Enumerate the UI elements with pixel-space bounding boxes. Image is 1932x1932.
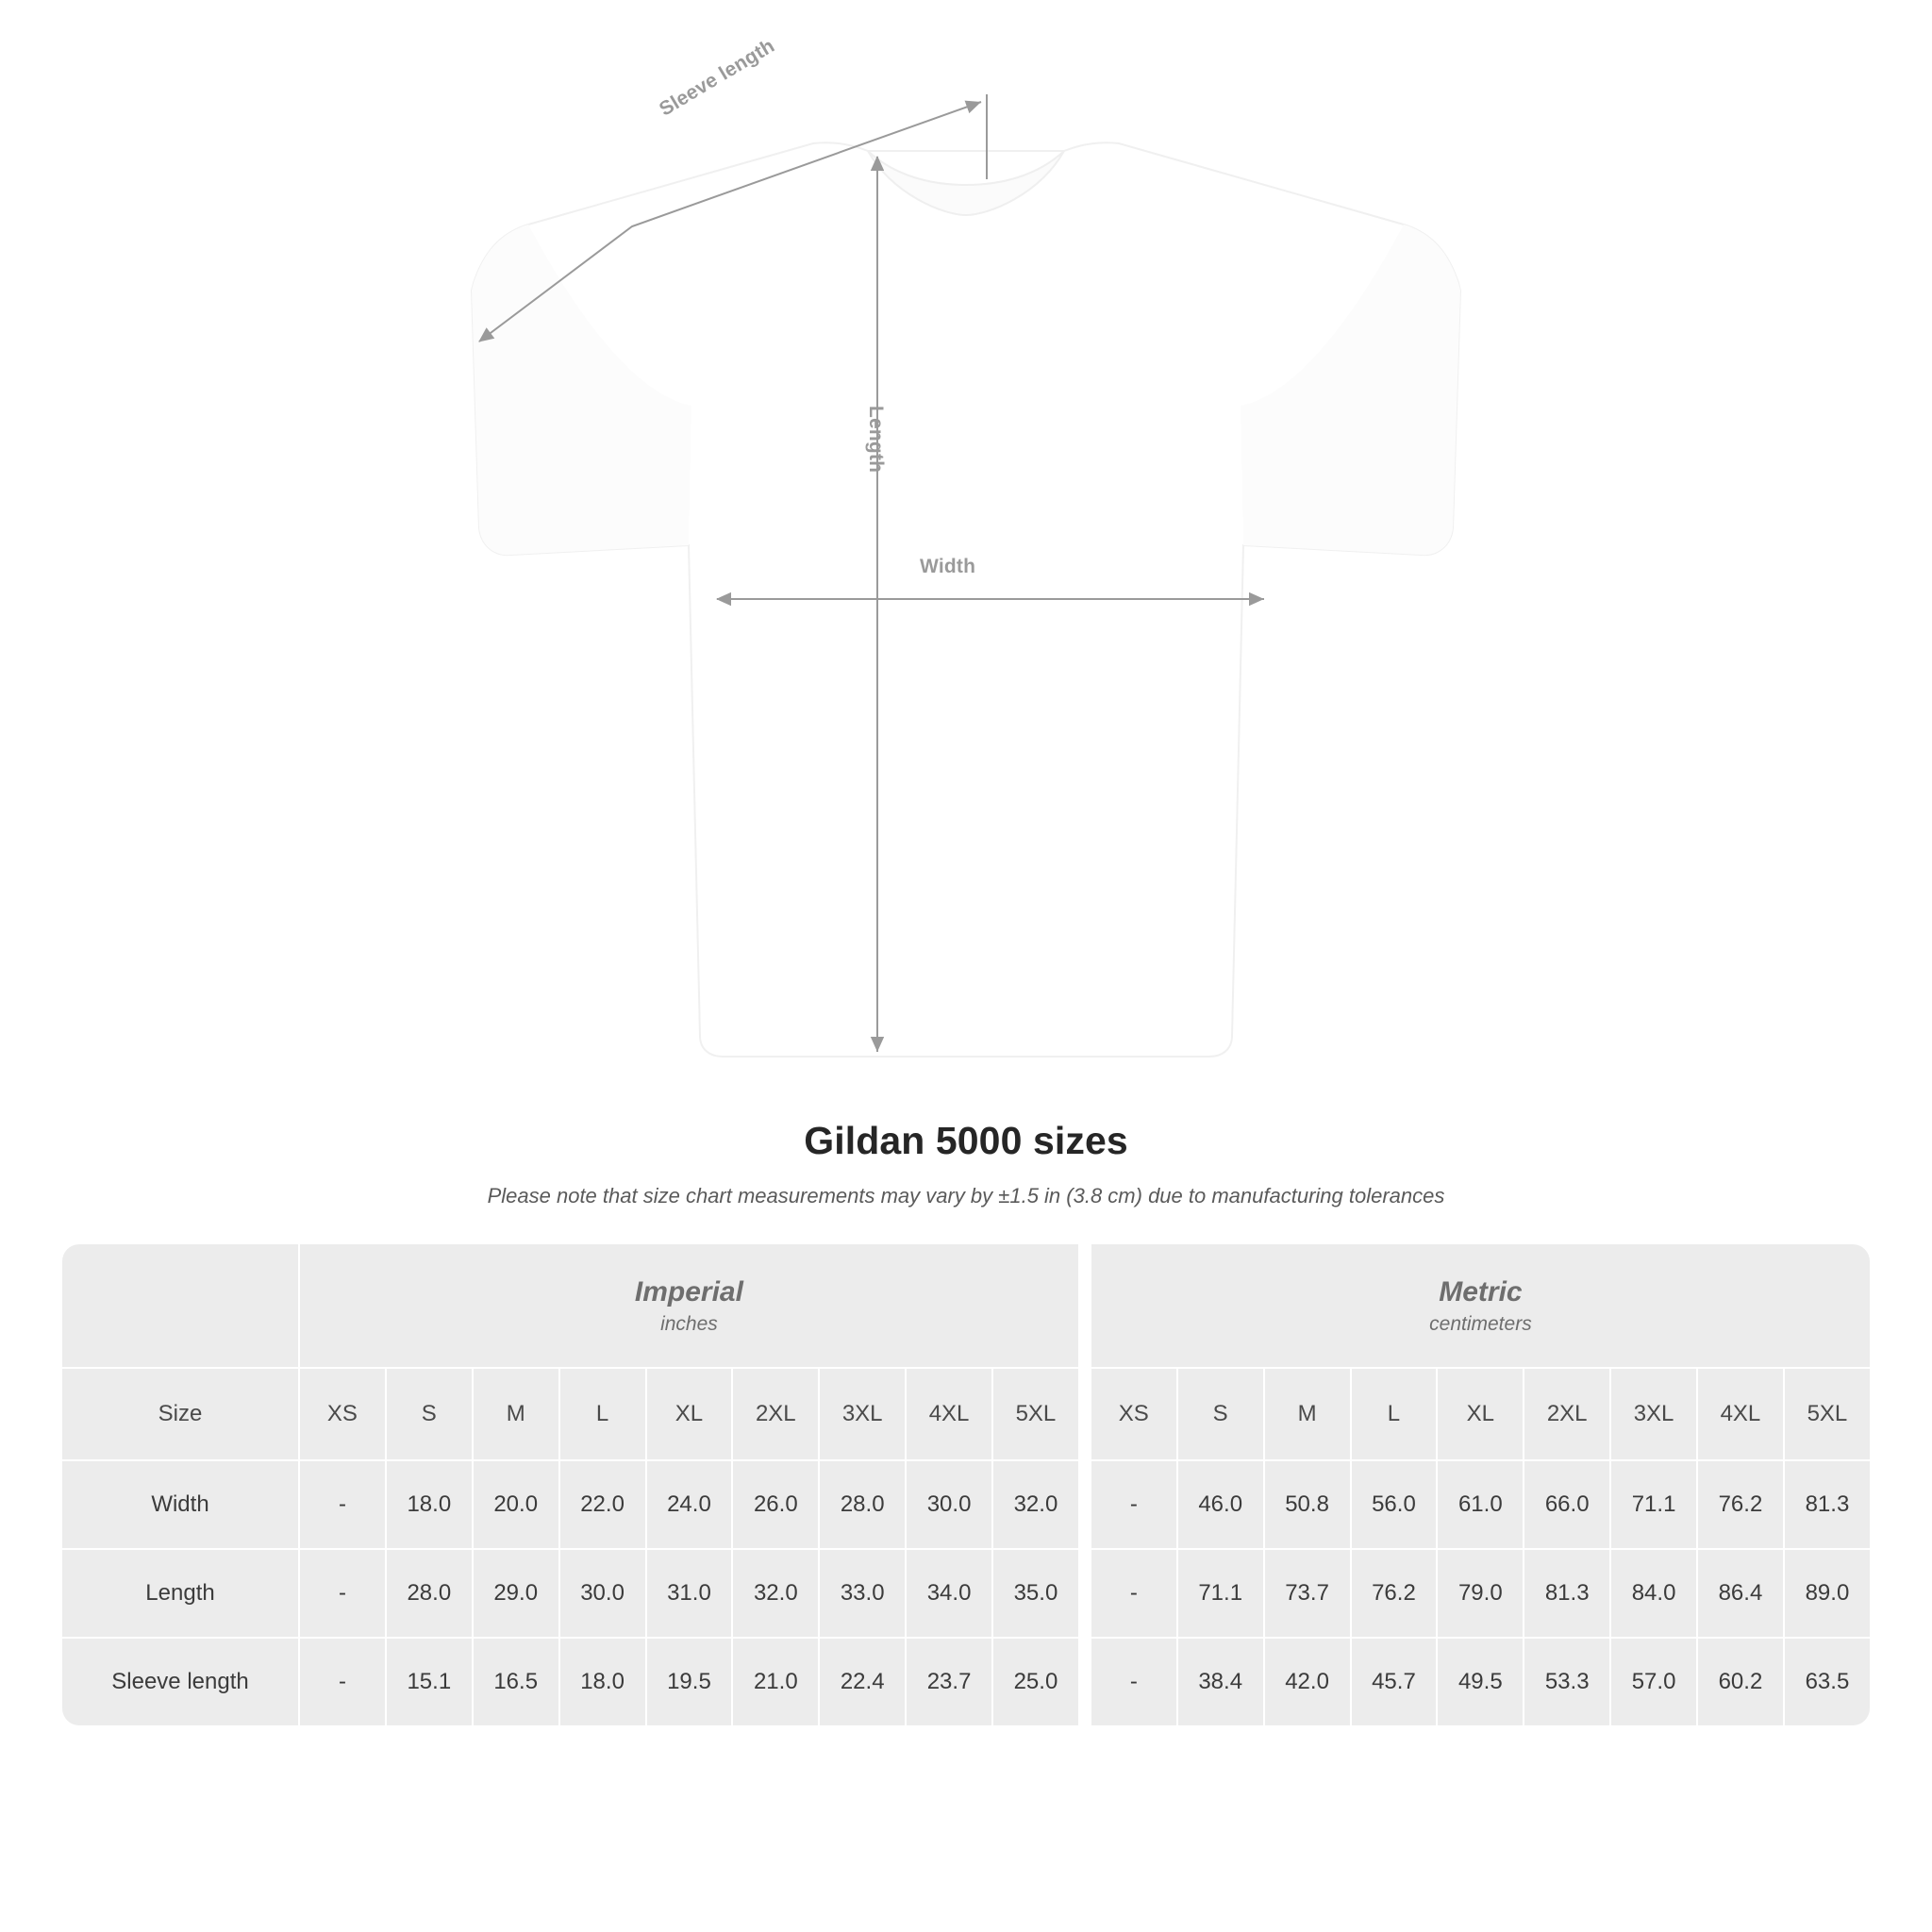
column-spacer: [1080, 1369, 1090, 1459]
cell-value: -: [1091, 1461, 1176, 1548]
row-label-sleeve-length: Sleeve length: [62, 1639, 298, 1725]
cell-value: 56.0: [1352, 1461, 1437, 1548]
cell-value: 76.2: [1352, 1550, 1437, 1637]
size-col-header: L: [1352, 1369, 1437, 1459]
chart-note: Please note that size chart measurements may vary by ±1.5 in (3.8 cm) due to manufacturing tolerances: [487, 1184, 1445, 1208]
size-col-header: XL: [1438, 1369, 1523, 1459]
unit-header-corner: [62, 1244, 298, 1367]
width-label: Width: [920, 556, 976, 577]
cell-value: 29.0: [474, 1550, 558, 1637]
size-table: [60, 1242, 1872, 1727]
sleeve-length-label: Sleeve length: [656, 34, 779, 121]
cell-value: 89.0: [1785, 1550, 1870, 1637]
cell-value: 24.0: [647, 1461, 732, 1548]
title-block: [0, 1119, 1932, 1208]
cell-value: 79.0: [1438, 1550, 1523, 1637]
cell-value: 30.0: [907, 1461, 991, 1548]
cell-value: 71.1: [1178, 1550, 1263, 1637]
size-col-header: 5XL: [1785, 1369, 1870, 1459]
column-spacer: [1080, 1550, 1090, 1637]
cell-value: 22.0: [560, 1461, 645, 1548]
cell-value: 38.4: [1178, 1639, 1263, 1725]
size-col-header: 4XL: [907, 1369, 991, 1459]
size-col-header: 2XL: [733, 1369, 818, 1459]
cell-value: 34.0: [907, 1550, 991, 1637]
cell-value: 61.0: [1438, 1461, 1523, 1548]
cell-value: 71.1: [1611, 1461, 1696, 1548]
cell-value: 50.8: [1265, 1461, 1350, 1548]
table-row: [62, 1639, 1870, 1725]
unit-header-row: [62, 1244, 1870, 1367]
row-label-width: Width: [62, 1461, 298, 1548]
size-col-header: 4XL: [1698, 1369, 1783, 1459]
metric-system-label: Metric: [1439, 1275, 1523, 1307]
cell-value: 18.0: [560, 1639, 645, 1725]
cell-value: 84.0: [1611, 1550, 1696, 1637]
chart-title: Gildan 5000 sizes: [804, 1119, 1128, 1162]
size-col-header: XS: [300, 1369, 385, 1459]
cell-value: 21.0: [733, 1639, 818, 1725]
cell-value: 20.0: [474, 1461, 558, 1548]
cell-value: 32.0: [733, 1550, 818, 1637]
cell-value: 18.0: [387, 1461, 472, 1548]
cell-value: 73.7: [1265, 1550, 1350, 1637]
cell-value: 31.0: [647, 1550, 732, 1637]
cell-value: 53.3: [1524, 1639, 1609, 1725]
cell-value: 66.0: [1524, 1461, 1609, 1548]
cell-value: 28.0: [820, 1461, 905, 1548]
table-row: [62, 1550, 1870, 1637]
size-row-label: Size: [62, 1369, 298, 1459]
cell-value: 22.4: [820, 1639, 905, 1725]
size-col-header: XL: [647, 1369, 732, 1459]
size-col-header: XS: [1091, 1369, 1176, 1459]
size-col-header: 3XL: [820, 1369, 905, 1459]
imperial-header: [300, 1244, 1078, 1367]
cell-value: 63.5: [1785, 1639, 1870, 1725]
cell-value: 15.1: [387, 1639, 472, 1725]
cell-value: 25.0: [993, 1639, 1078, 1725]
size-col-header: S: [387, 1369, 472, 1459]
size-table-wrapper: [60, 1242, 1872, 1727]
cell-value: -: [1091, 1639, 1176, 1725]
cell-value: 46.0: [1178, 1461, 1263, 1548]
cell-value: 49.5: [1438, 1639, 1523, 1725]
cell-value: 23.7: [907, 1639, 991, 1725]
cell-value: 28.0: [387, 1550, 472, 1637]
cell-value: -: [300, 1639, 385, 1725]
imperial-unit-label: inches: [660, 1312, 718, 1335]
length-label: Length: [865, 406, 887, 474]
cell-value: 57.0: [1611, 1639, 1696, 1725]
cell-value: -: [300, 1461, 385, 1548]
size-col-header: M: [1265, 1369, 1350, 1459]
size-col-header: 5XL: [993, 1369, 1078, 1459]
row-label-length: Length: [62, 1550, 298, 1637]
cell-value: 81.3: [1785, 1461, 1870, 1548]
cell-value: 86.4: [1698, 1550, 1783, 1637]
cell-value: 19.5: [647, 1639, 732, 1725]
size-col-header: 3XL: [1611, 1369, 1696, 1459]
column-spacer: [1080, 1639, 1090, 1725]
cell-value: 26.0: [733, 1461, 818, 1548]
size-col-header: 2XL: [1524, 1369, 1609, 1459]
cell-value: 81.3: [1524, 1550, 1609, 1637]
metric-unit-label: centimeters: [1429, 1312, 1532, 1335]
cell-value: 45.7: [1352, 1639, 1437, 1725]
cell-value: 35.0: [993, 1550, 1078, 1637]
size-col-header: M: [474, 1369, 558, 1459]
size-col-header: L: [560, 1369, 645, 1459]
column-spacer: [1080, 1461, 1090, 1548]
size-col-header: S: [1178, 1369, 1263, 1459]
cell-value: 76.2: [1698, 1461, 1783, 1548]
cell-value: 30.0: [560, 1550, 645, 1637]
cell-value: 42.0: [1265, 1639, 1350, 1725]
size-header-row: [62, 1369, 1870, 1459]
column-spacer: [1080, 1244, 1090, 1367]
cell-value: -: [1091, 1550, 1176, 1637]
cell-value: 32.0: [993, 1461, 1078, 1548]
cell-value: 60.2: [1698, 1639, 1783, 1725]
cell-value: 16.5: [474, 1639, 558, 1725]
table-row: [62, 1461, 1870, 1548]
cell-value: -: [300, 1550, 385, 1637]
metric-header: [1091, 1244, 1870, 1367]
cell-value: 33.0: [820, 1550, 905, 1637]
imperial-system-label: Imperial: [634, 1275, 743, 1307]
